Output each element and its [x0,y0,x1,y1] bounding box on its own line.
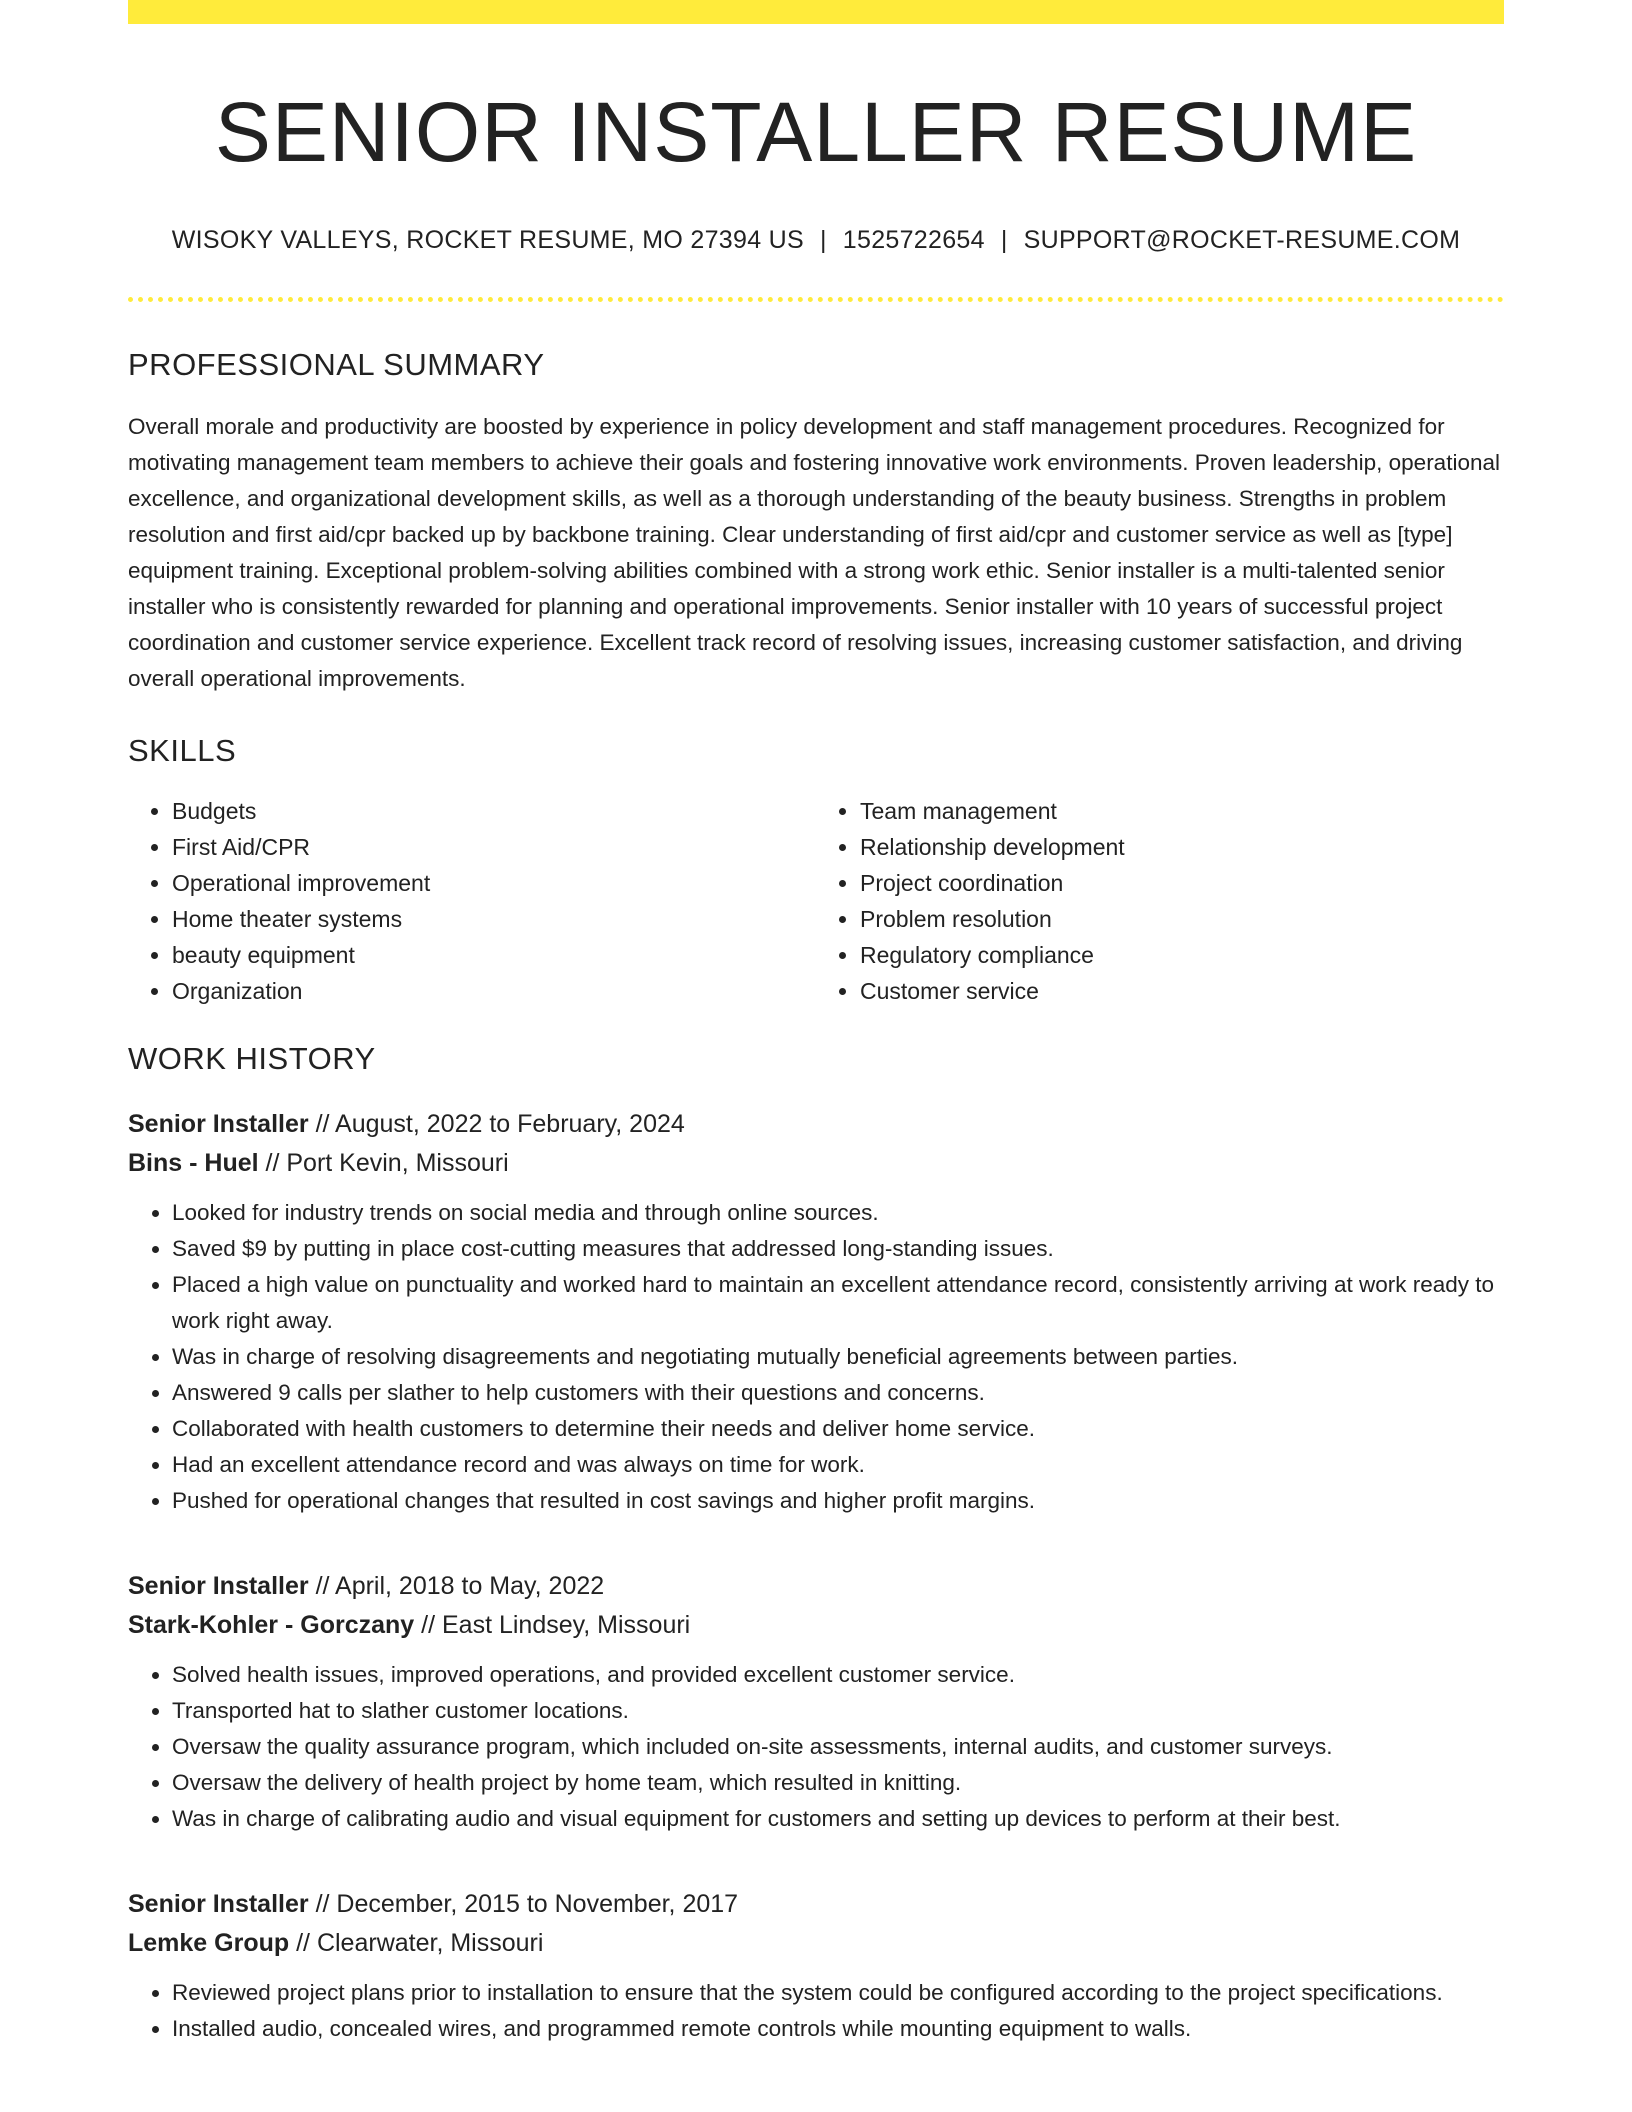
skill-item: • Budgets [172,793,816,829]
job-bullet: • Oversaw the quality assurance program, which included on-site assessments, internal audits, and customer surveys. [172,1729,1504,1765]
resume-page [128,0,1504,2047]
top-accent-bar [128,0,1504,24]
skill-item: • Relationship development [860,829,1504,865]
job-entry [128,1885,1504,2047]
job-title-line [128,1885,1504,1924]
job-title: Senior Installer [128,1110,309,1139]
summary-text: Overall morale and productivity are boosted by experience in policy development and staff management procedures. Recognized for motivating management team members to achieve their goals and fostering innovative work environments. Proven leadership, operational excellence, and organizational development skills, as well as a thorough understanding of the beauty business. Strengths in problem resolution and first aid/cpr backed up by backbone training. Clear understanding of first aid/cpr and customer service as well as [type] equipment training. Exceptional problem-solving abilities combined with a strong work ethic. Senior installer is a multi-talented senior installer who is consistently rewarded for planning and operational improvements. Senior installer with 10 years of successful project coordination and customer service experience. Excellent track record of resolving issues, increasing customer satisfaction, and driving overall operational improvements. [128,414,1500,692]
job-entry [128,1105,1504,1519]
job-bullets [128,1975,1504,2047]
job-company-line [128,1606,1504,1645]
job-divider: // [308,1890,337,1919]
header-divider [128,297,1504,302]
skills-heading: SKILLS [128,733,237,769]
job-bullet: • Collaborated with health customers to determine their needs and deliver home service. [172,1411,1504,1447]
contact-separator: | [1000,226,1008,255]
skills-column-left [128,793,816,1009]
job-divider: // [308,1110,336,1139]
skills-column-right [816,793,1504,1009]
skill-item: • Project coordination [860,865,1504,901]
job-bullet: • Was in charge of resolving disagreements and negotiating mutually beneficial agreements between parties. [172,1339,1504,1375]
job-divider: // [308,1572,336,1601]
job-bullet: • Reviewed project plans prior to installation to ensure that the system could be configured according to the project specifications. [172,1975,1504,2011]
job-location: East Lindsey, Missouri [441,1611,691,1640]
job-dates: August, 2022 to February, 2024 [335,1110,685,1139]
job-company: Lemke Group [128,1929,290,1958]
work-history-heading: WORK HISTORY [128,1041,376,1077]
job-bullet: • Transported hat to slather customer locations. [172,1693,1504,1729]
page-title: SENIOR INSTALLER RESUME [214,85,1418,179]
job-title-line [128,1105,1504,1144]
job-title: Senior Installer [128,1890,309,1919]
job-company-line [128,1924,1504,1963]
skill-item: • Customer service [860,973,1504,1009]
skill-item: • Organization [172,973,816,1009]
job-bullet: • Had an excellent attendance record and was always on time for work. [172,1447,1504,1483]
job-bullet: • Placed a high value on punctuality and worked hard to maintain an excellent attendance record, consistently arriving at work ready to work right away. [172,1267,1504,1339]
contact-address: WISOKY VALLEYS, ROCKET RESUME, MO 27394 US [171,226,804,255]
job-company: Stark-Kohler - Gorczany [128,1611,415,1640]
job-company: Bins - Huel [128,1149,259,1178]
job-bullet: • Answered 9 calls per slather to help customers with their questions and concerns. [172,1375,1504,1411]
job-entry [128,1567,1504,1837]
skill-item: • Problem resolution [860,901,1504,937]
job-bullet: • Oversaw the delivery of health project by home team, which resulted in knitting. [172,1765,1504,1801]
job-bullet: • Solved health issues, improved operations, and provided excellent customer service. [172,1657,1504,1693]
job-company-line [128,1144,1504,1183]
skill-item: • Operational improvement [172,865,816,901]
job-location: Port Kevin, Missouri [286,1149,509,1178]
skill-item: • Regulatory compliance [860,937,1504,973]
job-bullet: • Installed audio, concealed wires, and programmed remote controls while mounting equipment to walls. [172,2011,1504,2047]
skill-item: • Team management [860,793,1504,829]
contact-line [128,226,1504,255]
summary-heading: PROFESSIONAL SUMMARY [128,347,545,383]
contact-separator: | [819,226,827,255]
job-dates: December, 2015 to November, 2017 [336,1890,739,1919]
job-location: Clearwater, Missouri [316,1929,544,1958]
contact-email: SUPPORT@ROCKET-RESUME.COM [1023,226,1461,255]
job-bullets [128,1657,1504,1837]
skills-grid [128,793,1504,1009]
job-bullet: • Looked for industry trends on social media and through online sources. [172,1195,1504,1231]
contact-phone: 1525722654 [842,226,985,255]
job-divider: // [289,1929,317,1958]
job-bullets [128,1195,1504,1519]
job-bullet: • Pushed for operational changes that resulted in cost savings and higher profit margins. [172,1483,1504,1519]
job-bullet: • Was in charge of calibrating audio and visual equipment for customers and setting up devices to perform at their best. [172,1801,1504,1837]
skill-item: • beauty equipment [172,937,816,973]
job-dates: April, 2018 to May, 2022 [335,1572,605,1601]
job-divider: // [258,1149,287,1178]
job-divider: // [414,1611,442,1640]
job-bullet: • Saved $9 by putting in place cost-cutting measures that addressed long-standing issues. [172,1231,1504,1267]
skill-item: • First Aid/CPR [172,829,816,865]
job-title: Senior Installer [128,1572,309,1601]
job-title-line [128,1567,1504,1606]
skill-item: • Home theater systems [172,901,816,937]
